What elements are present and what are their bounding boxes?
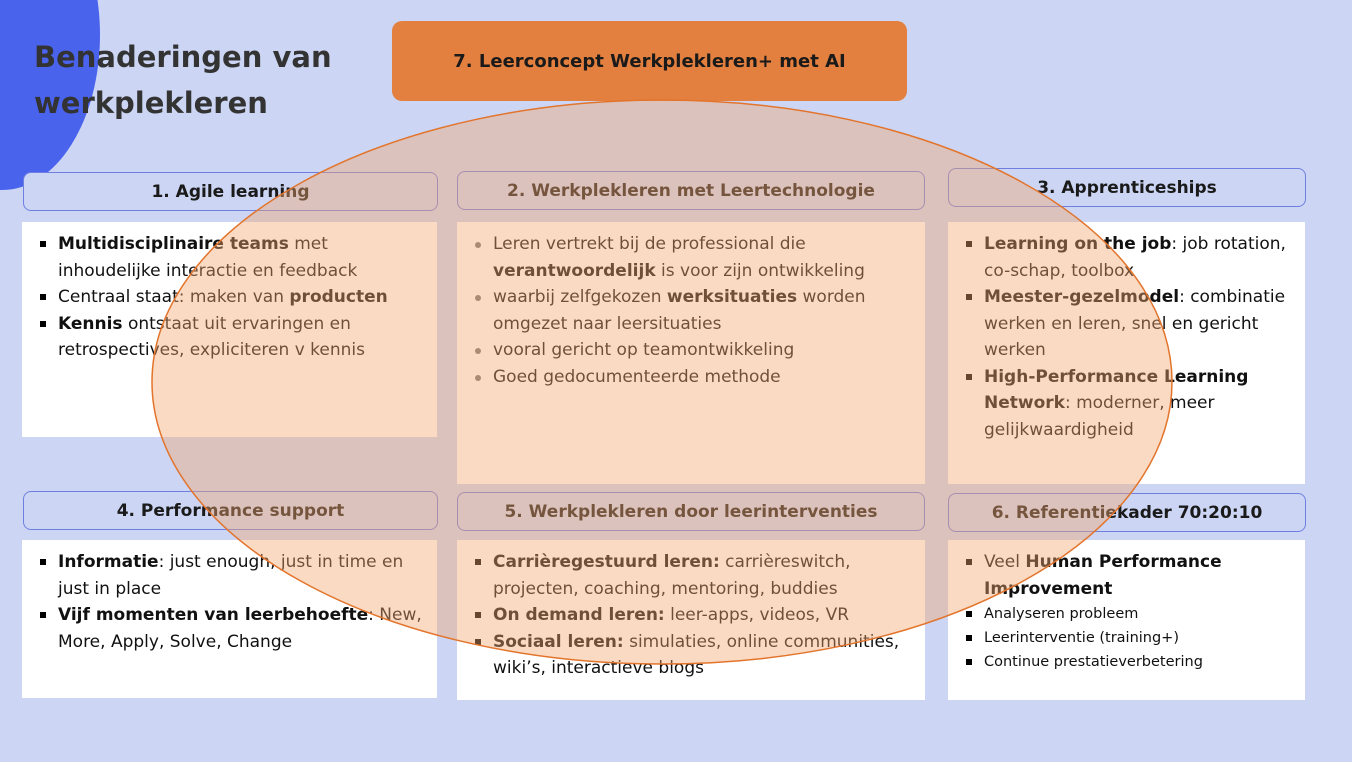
list-item: Informatie: just enough, just in time en just in place xyxy=(32,549,427,602)
box-apprenticeships xyxy=(948,222,1305,484)
list-item: Multidisciplinaire teams met inhoudelijke interactie en feedback xyxy=(32,231,427,284)
list-item: Continue prestatieverbetering xyxy=(958,650,1295,674)
list-item: Meester-gezelmodel: combinatie werken en leren, snel en gericht werken xyxy=(958,284,1295,364)
list-item: Vijf momenten van leerbehoefte: New, More, Apply, Solve, Change xyxy=(32,602,427,655)
box-agile-learning xyxy=(22,222,437,437)
box-werkplekleren-leertechnologie xyxy=(457,222,925,484)
list-item: waarbij zelfgekozen werksituaties worden omgezet naar leersituaties xyxy=(467,284,915,337)
list-item: Leerinterventie (training+) xyxy=(958,626,1295,650)
list-item: Analyseren probleem xyxy=(958,602,1295,626)
box-werkplekleren-leerinterventies xyxy=(457,540,925,700)
list-item: Goed gedocumenteerde methode xyxy=(467,364,915,391)
header-agile-learning: 1. Agile learning xyxy=(23,172,438,211)
list-item: High-Performance Learning Network: moderner, meer gelijkwaardigheid xyxy=(958,364,1295,444)
header-apprenticeships: 3. Apprenticeships xyxy=(948,168,1306,207)
list-item: Centraal staat: maken van producten xyxy=(32,284,427,311)
header-referentiekader: 6. Referentiekader 70:20:10 xyxy=(948,493,1306,532)
list-item: Sociaal leren: simulaties, online communities, wiki’s, interactieve blogs xyxy=(467,629,915,682)
header-werkplekleren-leertechnologie: 2. Werkplekleren met Leertechnologie xyxy=(457,171,925,210)
list-item: Kennis ontstaat uit ervaringen en retrospectives, expliciteren v kennis xyxy=(32,311,427,364)
list-item: On demand leren: leer-apps, videos, VR xyxy=(467,602,915,629)
box-performance-support xyxy=(22,540,437,698)
list-item: Carrièregestuurd leren: carrièreswitch, projecten, coaching, mentoring, buddies xyxy=(467,549,915,602)
list-item: Leren vertrekt bij de professional die verantwoordelijk is voor zijn ontwikkeling xyxy=(467,231,915,284)
box-referentiekader xyxy=(948,540,1305,700)
list-item: Learning on the job: job rotation, co-schap, toolbox xyxy=(958,231,1295,284)
page-title: Benaderingen van werkplekleren xyxy=(34,40,332,120)
banner-leerconcept: 7. Leerconcept Werkplekleren+ met AI xyxy=(392,21,907,101)
header-werkplekleren-leerinterventies: 5. Werkplekleren door leerinterventies xyxy=(457,492,925,531)
header-performance-support: 4. Performance support xyxy=(23,491,438,530)
list-item: vooral gericht op teamontwikkeling xyxy=(467,337,915,364)
list-item: Veel Human Performance Improvement xyxy=(958,549,1295,602)
